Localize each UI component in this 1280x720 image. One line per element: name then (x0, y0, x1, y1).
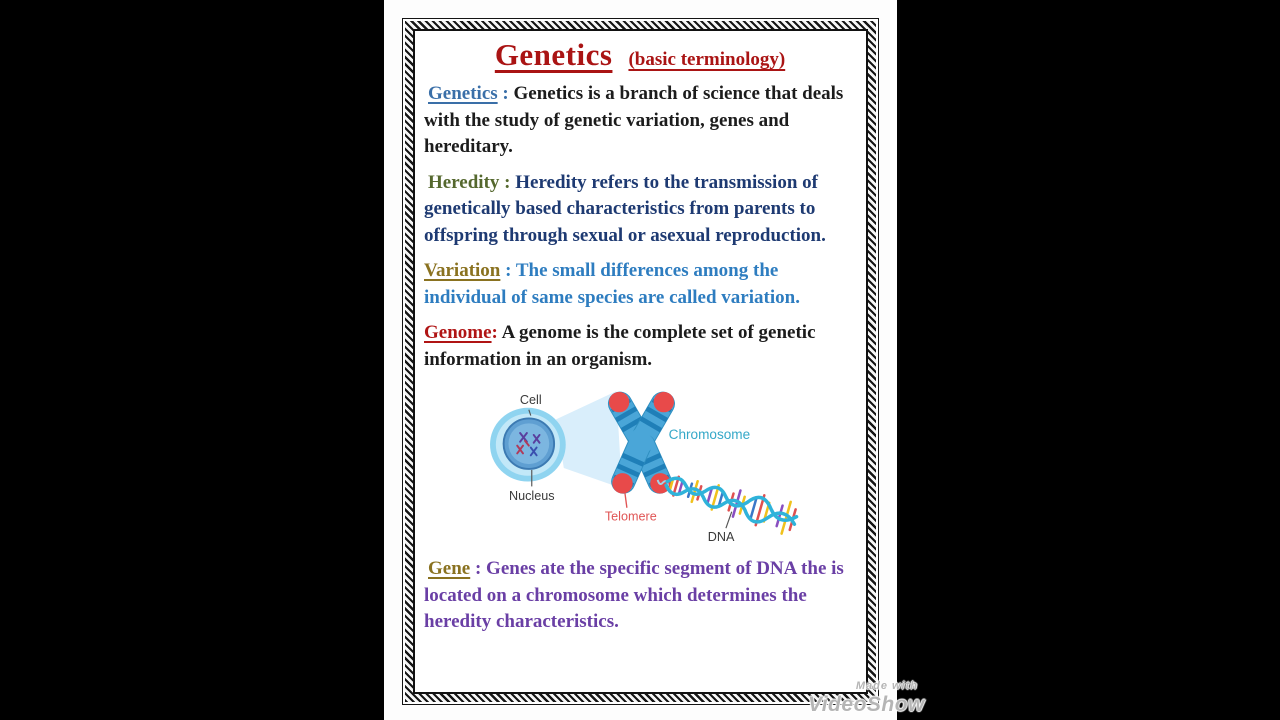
chromosome-label: Chromosome (668, 426, 751, 442)
title-main: Genetics (494, 37, 613, 72)
sep-variation: : (500, 260, 516, 281)
cell-illustration (490, 408, 566, 487)
term-heredity: Heredity : (428, 171, 516, 193)
section-genome (424, 320, 856, 373)
section-gene (424, 556, 856, 636)
title-subtitle: (basic terminology) (628, 49, 786, 70)
telomere-label: Telomere (604, 509, 657, 524)
section-genetics (424, 81, 856, 161)
definition-genome: A genome is the complete set of genetic information in an organism. (424, 322, 816, 370)
definition-gene: Genes ate the specific segment of DNA the is located on a chromosome which determines the heredity characteristics. (424, 558, 844, 632)
dna-pointer-line (726, 512, 732, 529)
section-heredity (424, 170, 856, 250)
sep-gene: : (470, 558, 487, 579)
sep-genome: : (491, 322, 502, 343)
decorative-border-frame (402, 18, 879, 705)
letterbox-bar-left (0, 0, 384, 720)
term-gene: Gene (428, 558, 471, 579)
page-content (413, 29, 868, 694)
telomere-pointer-line (625, 493, 627, 508)
definition-genetics: Genetics is a branch of science that deals with the study of genetic variation, genes and hereditary. (424, 83, 844, 157)
cell-label: Cell (519, 392, 542, 407)
sep-genetics: : (497, 83, 514, 104)
notes-page (384, 0, 897, 720)
videoshow-watermark (808, 680, 925, 716)
watermark-line2: VideoShow (808, 693, 925, 716)
chain-pattern-band (405, 21, 876, 702)
page-title (424, 37, 856, 73)
definition-variation: The small differences among the individual of same species are called variation. (424, 260, 800, 308)
term-genetics: Genetics (428, 83, 498, 104)
watermark-line1: Made with (855, 680, 918, 692)
term-genome: Genome (424, 322, 492, 343)
term-variation: Variation (424, 260, 501, 281)
nucleus-label: Nucleus (508, 489, 555, 504)
diagram-illustration (424, 382, 856, 552)
section-variation (424, 258, 856, 311)
dna-label: DNA (707, 529, 735, 544)
definition-heredity: Heredity refers to the transmission of genetically based characteristics from parents to offspring through sexual or asexual reproduction. (424, 171, 826, 246)
cell-chromosome-dna-diagram (424, 382, 856, 552)
letterbox-bar-right (897, 0, 1280, 720)
